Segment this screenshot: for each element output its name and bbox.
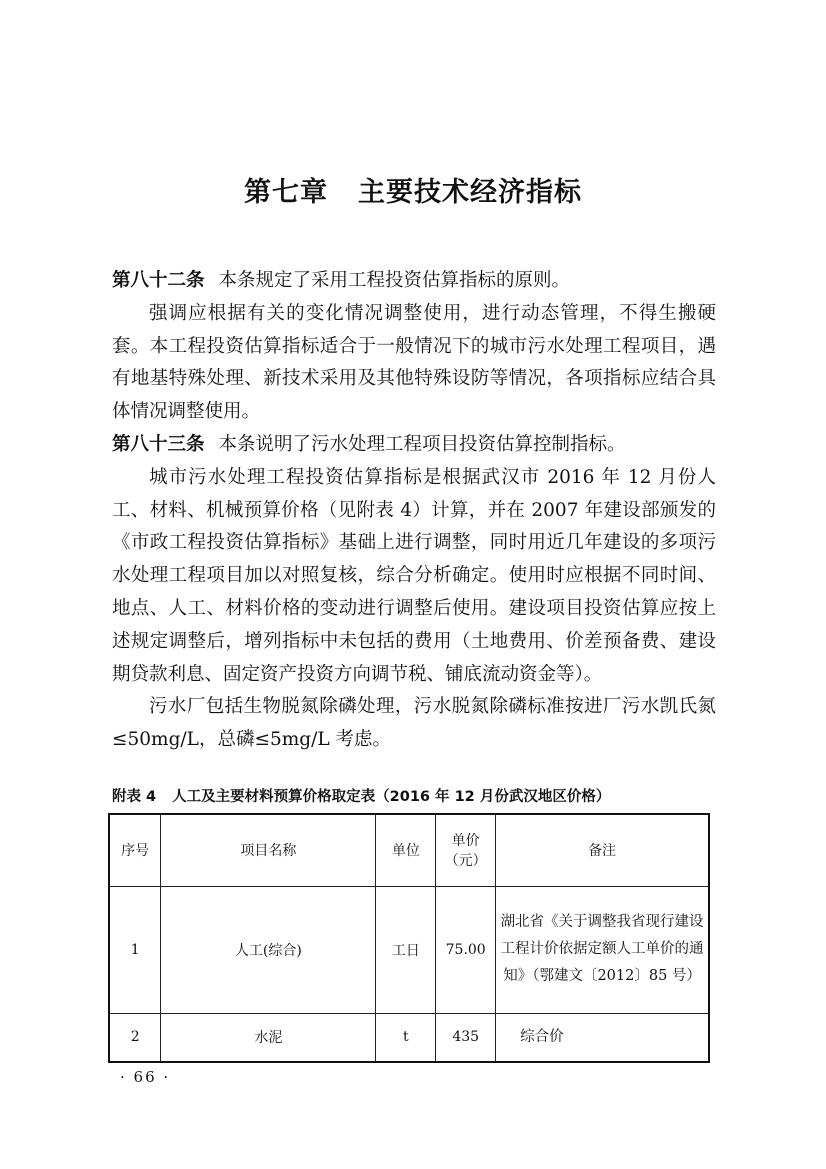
cell-seq: 1 <box>109 886 161 1013</box>
article-82-paragraph-1: 强调应根据有关的变化情况调整使用，进行动态管理，不得生搬硬套。本工程投资估算指标适合于一般情况下的城市污水处理工程项目，遇有地基特殊处理、新技术采用及其他特殊设防等情况，各项指标应结合具体情况调整使用。 <box>112 302 716 423</box>
header-seq: 序号 <box>109 814 161 886</box>
price-table <box>108 813 710 1063</box>
table-caption-number: 附表 4 <box>112 789 157 805</box>
cell-price: 75.00 <box>436 886 496 1013</box>
cell-unit: t <box>376 1013 436 1062</box>
table-caption <box>112 785 716 806</box>
article-82-lead-text: 本条规定了采用工程投资估算指标的原则。 <box>218 270 571 291</box>
cell-seq: 2 <box>109 1013 161 1062</box>
header-price-currency: （元） <box>444 853 487 870</box>
body-text <box>112 265 716 757</box>
header-note: 备注 <box>496 814 709 886</box>
article-82-lead <box>112 265 716 298</box>
table-caption-title: 人工及主要材料预算价格取定表（2016 年 12 月份武汉地区价格） <box>172 789 611 805</box>
article-83-head: 第八十三条 <box>112 433 205 455</box>
cell-name: 水泥 <box>161 1013 376 1062</box>
table-row <box>109 886 709 1013</box>
table-header-row <box>109 814 709 886</box>
chapter-name: 主要技术经济指标 <box>358 177 582 208</box>
article-83-lead <box>112 429 716 462</box>
chapter-number: 第七章 <box>244 177 328 208</box>
header-unit: 单位 <box>376 814 436 886</box>
cell-note: 综合价 <box>496 1013 709 1062</box>
cell-name: 人工(综合) <box>161 886 376 1013</box>
article-82-head: 第八十二条 <box>112 270 205 291</box>
article-83-lead-text: 本条说明了污水处理工程项目投资估算控制指标。 <box>218 433 626 455</box>
header-name: 项目名称 <box>161 814 376 886</box>
cell-price: 435 <box>436 1013 496 1062</box>
header-price <box>436 814 496 886</box>
cell-unit: 工日 <box>376 886 436 1013</box>
table-row <box>109 1013 709 1062</box>
chapter-title <box>0 170 826 209</box>
page-number: · 66 · <box>120 1068 171 1086</box>
cell-note: 湖北省《关于调整我省现行建设工程计价依据定额人工单价的通知》（鄂建文〔2012〕85 号） <box>496 886 709 1013</box>
article-83-paragraph-1: 城市污水处理工程投资估算指标是根据武汉市 2016 年 12 月份人工、材料、机械预算价格（见附表 4）计算，并在 2007 年建设部颁发的《市政工程投资估算指标》基础上进行调整，同时用近几年建设的多项污水处理工程项目加以对照复核，综合分析确定。使用时应根据不同时间、地点、人工、材料价格的变动进行调整后使用。建设项目投资估算应按上述规定调整后，增列指标中未包括的费用（土地费用、价差预备费、建设期贷款利息、固定资产投资方向调节税、铺底流动资金等）。 <box>112 466 716 685</box>
header-price-label: 单价 <box>451 833 480 850</box>
article-83-paragraph-2: 污水厂包括生物脱氮除磷处理，污水脱氮除磷标准按进厂污水凯氏氮≤50mg/L，总磷≤5mg/L 考虑。 <box>112 696 716 751</box>
